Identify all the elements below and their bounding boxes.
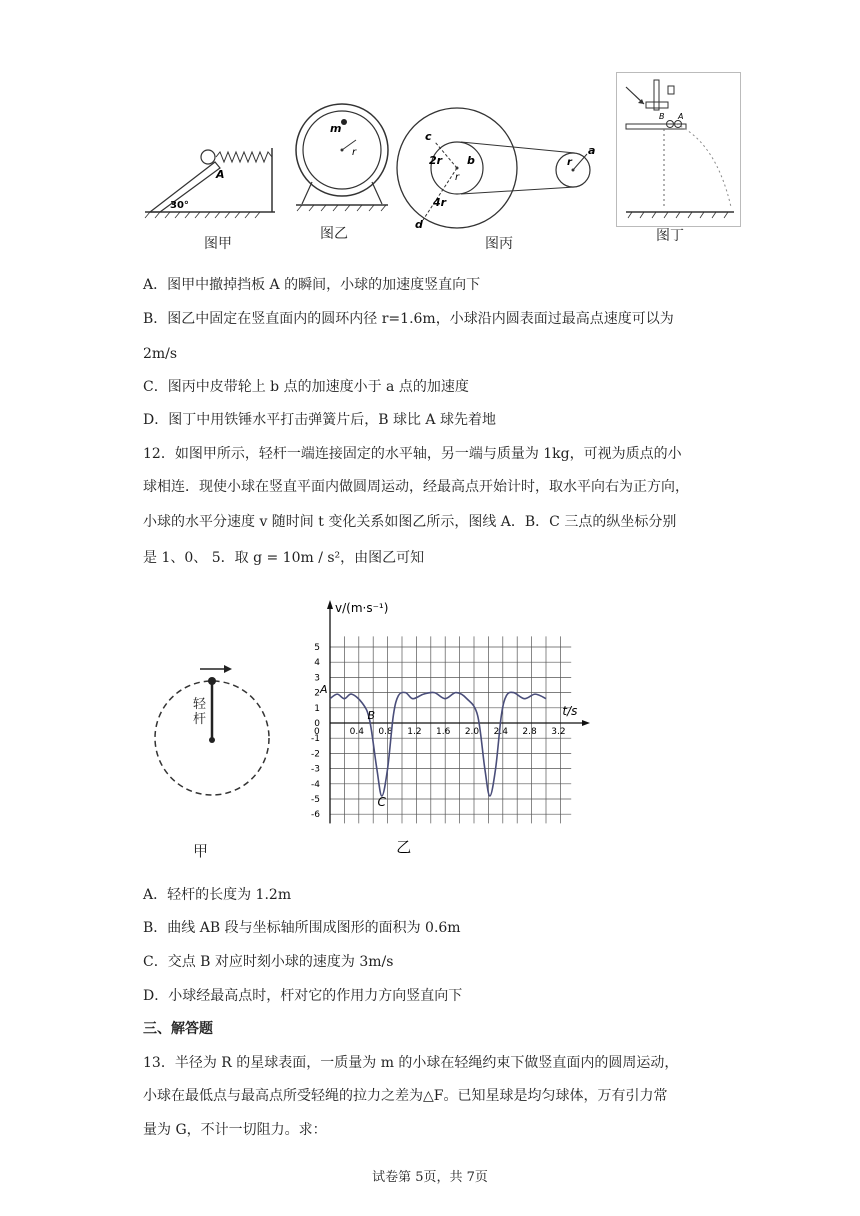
label-a: a <box>588 144 596 157</box>
figure-bing <box>395 102 600 232</box>
angle-label: 30° <box>170 200 189 211</box>
q11-option-a: A．图甲中撤掉挡板 A 的瞬间，小球的加速度竖直向下 <box>143 277 481 293</box>
x-tick-label: 2.0 <box>464 727 480 737</box>
x-tick-label: 3.2 <box>551 727 566 737</box>
caption-yi: 图乙 <box>320 226 348 242</box>
origin-label: 0 <box>314 727 320 737</box>
q12-line-4: 是 1、0、 5．取 g = 10m / s²，由图乙可知 <box>143 550 425 566</box>
figure-ding <box>616 72 741 227</box>
ball-B-label: B <box>659 112 665 121</box>
label-d: d <box>415 218 423 231</box>
y-tick-label: -1 <box>311 734 320 745</box>
figure-yi <box>292 100 392 220</box>
label-small-r: r <box>567 157 572 168</box>
q11-option-b-line1: B．图乙中固定在竖直面内的圆环内径 r=1.6m，小球沿内圆表面过最高点速度可以为 <box>143 311 674 327</box>
caption-fig-jia: 甲 <box>193 842 209 860</box>
label-c: c <box>425 130 432 143</box>
y-tick-label: -6 <box>311 810 320 821</box>
y-tick-label: -3 <box>311 764 320 775</box>
page-footer: 试卷第 5页，共 7页 <box>372 1170 488 1185</box>
q12-line-1: 12．如图甲所示，轻杆一端连接固定的水平轴，另一端与质量为 1kg，可视为质点的小 <box>143 446 682 462</box>
q11-option-c: C．图丙中皮带轮上 b 点的加速度小于 a 点的加速度 <box>143 379 469 395</box>
point-label-C: C <box>377 795 386 810</box>
label-b: b <box>467 154 475 167</box>
point-label-B: B <box>367 709 375 722</box>
figure-rod-circle <box>150 660 275 800</box>
caption-jia: 图甲 <box>204 236 232 252</box>
y-axis-arrow <box>327 600 333 609</box>
q11-option-d: D．图丁中用铁锤水平打击弹簧片后，B 球比 A 球先着地 <box>143 412 496 428</box>
label-r: r <box>455 172 460 183</box>
q12-option-d: D．小球经最高点时，杆对它的作用力方向竖直向下 <box>143 988 463 1004</box>
y-tick-label: -4 <box>311 779 320 790</box>
q13-line-3: 量为 G，不计一切阻力。求： <box>143 1122 327 1138</box>
q11-option-b-line2: 2m/s <box>143 346 178 362</box>
mass-label: m <box>330 122 342 135</box>
caption-bing: 图丙 <box>485 236 513 252</box>
x-tick-label: 2.8 <box>522 727 537 737</box>
radius-label: r <box>352 147 357 158</box>
y-tick-label: 5 <box>314 643 320 653</box>
y-axis-label: v/(m·s⁻¹) <box>335 601 389 615</box>
figure-jia <box>140 140 280 220</box>
ball-A-label: A <box>678 112 684 121</box>
x-tick-label: 2.4 <box>493 727 508 737</box>
y-tick-label: 0 <box>314 719 320 729</box>
x-axis-label: t/s <box>562 704 578 718</box>
y-tick-label: 2 <box>314 688 320 699</box>
label-2r: 2r <box>429 154 443 167</box>
x-tick-label: 0.8 <box>378 727 393 737</box>
y-tick-label: 1 <box>314 703 320 714</box>
point-label-A: A <box>320 683 328 697</box>
x-axis-arrow <box>582 720 590 726</box>
x-tick-label: 1.6 <box>436 727 451 737</box>
q12-option-b: B．曲线 AB 段与坐标轴所围成图形的面积为 0.6m <box>143 920 461 936</box>
q12-line-3: 小球的水平分速度 v 随时间 t 变化关系如图乙所示，图线 A．B．C 三点的纵坐标分别 <box>143 514 677 530</box>
q12-option-c: C．交点 B 对应时刻小球的速度为 3m/s <box>143 954 394 970</box>
q12-option-a: A．轻杆的长度为 1.2m <box>143 887 292 903</box>
q13-line-2: 小球在最低点与最高点所受轻绳的拉力之差为△F。已知星球是均匀球体，万有引力常 <box>143 1088 668 1104</box>
board-label-A: A <box>216 168 225 181</box>
y-tick-label: -2 <box>311 749 320 760</box>
y-tick-label: 3 <box>314 673 320 684</box>
y-tick-label: -5 <box>311 795 320 805</box>
rod-label: 轻杆 <box>193 697 207 727</box>
caption-ding: 图丁 <box>656 228 684 244</box>
section-heading: 三、解答题 <box>143 1021 213 1037</box>
x-tick-label: 0.4 <box>349 727 364 737</box>
vt-chart <box>290 590 610 860</box>
y-tick-label: 4 <box>314 658 320 669</box>
label-4r: 4r <box>433 196 447 209</box>
caption-fig-yi: 乙 <box>396 838 412 856</box>
x-tick-label: 1.2 <box>407 727 422 737</box>
q12-line-2: 球相连．现使小球在竖直平面内做圆周运动，经最高点开始计时，取水平向右为正方向， <box>143 479 689 495</box>
q13-line-1: 13．半径为 R 的星球表面，一质量为 m 的小球在轻绳约束下做竖直面内的圆周运动， <box>143 1055 679 1071</box>
